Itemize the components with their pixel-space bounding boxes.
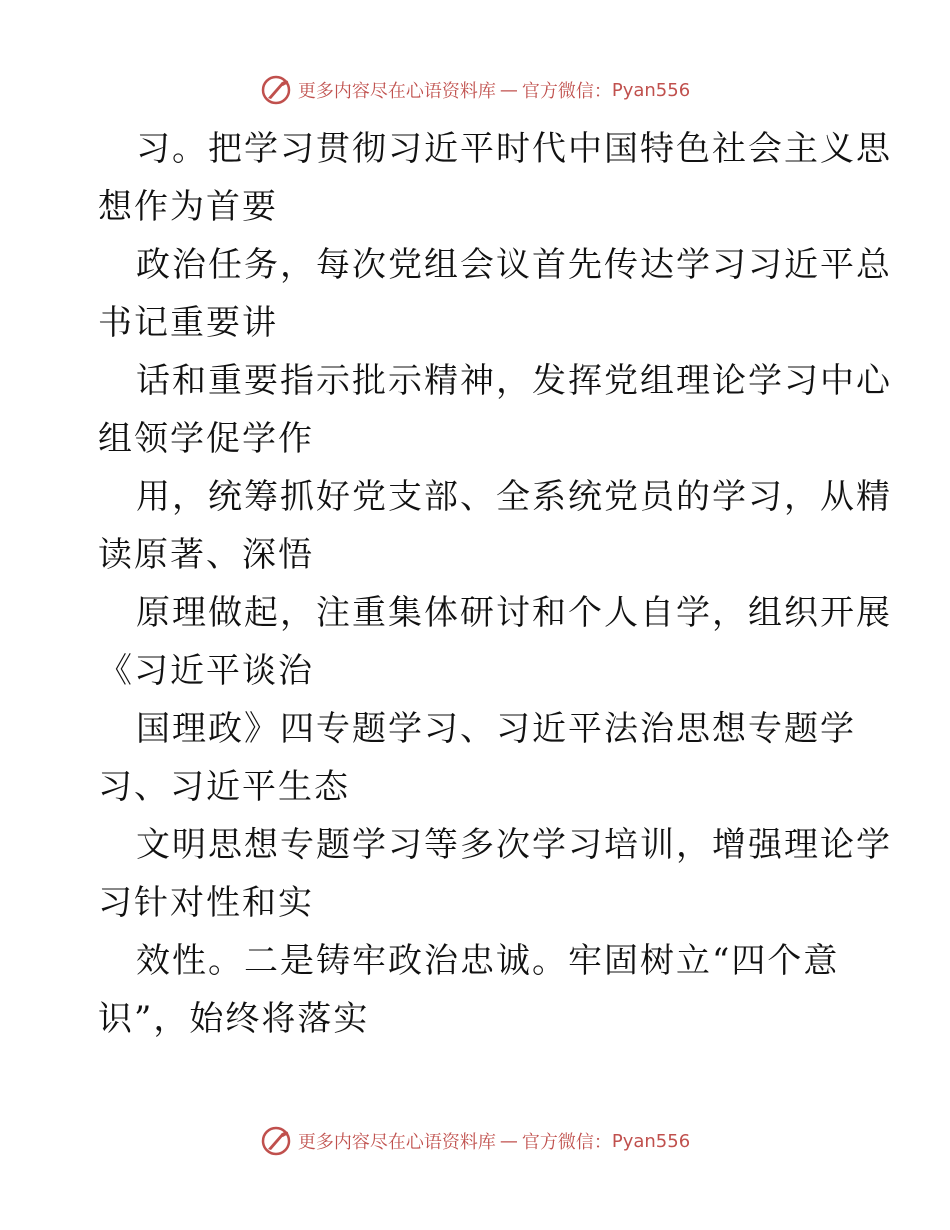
watermark-label: 官方微信： <box>521 81 612 102</box>
watermark-separator: — <box>499 1130 518 1152</box>
text-line: 想作为首要 <box>98 187 278 227</box>
watermark-separator: — <box>499 79 518 101</box>
text-line: 习。把学习贯彻习近平时代中国特色社会主义思 <box>136 129 892 169</box>
header-watermark <box>0 70 950 110</box>
text-line: 原理做起，注重集体研讨和个人自学，组织开展 <box>136 593 892 633</box>
watermark-text: 更多内容尽在心语资料库 <box>297 1132 496 1153</box>
document-body <box>98 120 892 1048</box>
text-line: 习、习近平生态 <box>98 767 350 807</box>
text-line: 用，统筹抓好党支部、全系统党员的学习，从精 <box>136 477 892 517</box>
text-line: 政治任务，每次党组会议首先传达学习习近平总 <box>136 245 892 285</box>
watermark-label: 官方微信： <box>521 1132 612 1153</box>
watermark-handle: Pyan556 <box>611 1130 691 1152</box>
text-line: 识”，始终将落实 <box>98 999 370 1039</box>
text-line: 读原著、深悟 <box>98 535 314 575</box>
text-line: 效性。二是铸牢政治忠诚。牢固树立“四个意 <box>136 941 840 981</box>
watermark-handle: Pyan556 <box>611 79 691 101</box>
text-line: 国理政》四专题学习、习近平法治思想专题学 <box>136 709 856 749</box>
text-line: 文明思想专题学习等多次学习培训，增强理论学 <box>136 825 892 865</box>
quill-logo-icon <box>260 1125 292 1157</box>
text-line: 《习近平谈治 <box>98 651 314 691</box>
watermark-text: 更多内容尽在心语资料库 <box>297 81 496 102</box>
text-line: 书记重要讲 <box>98 303 278 343</box>
quill-logo-icon <box>260 74 292 106</box>
footer-watermark <box>0 1121 950 1161</box>
text-line: 话和重要指示批示精神，发挥党组理论学习中心 <box>136 361 892 401</box>
text-line: 习针对性和实 <box>98 883 314 923</box>
text-line: 组领学促学作 <box>98 419 314 459</box>
